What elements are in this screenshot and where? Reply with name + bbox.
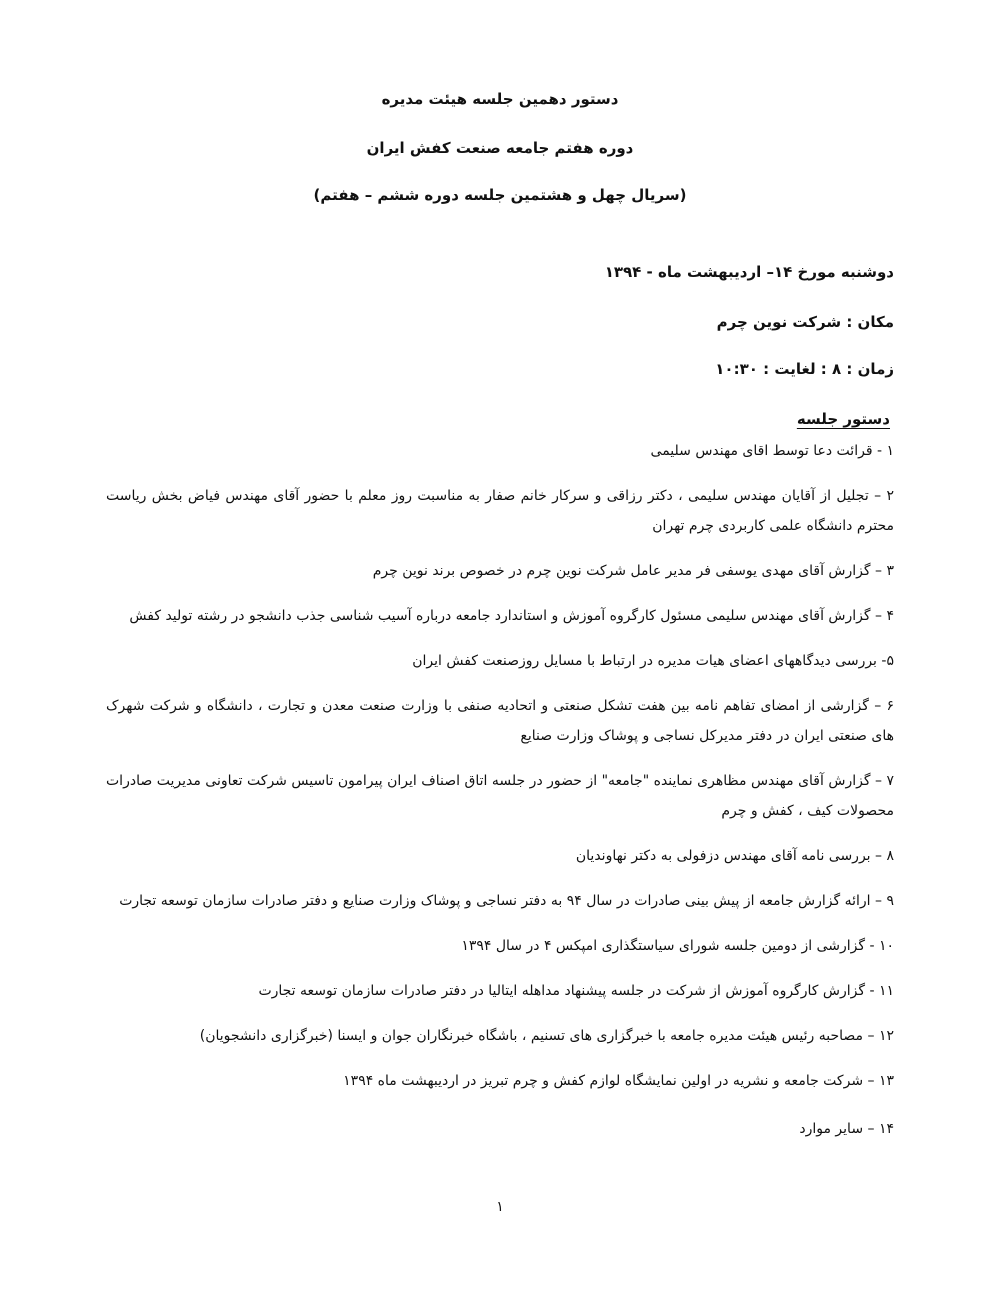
meeting-time: زمان : ۸ : لغایت : ۱۰:۳۰: [715, 360, 894, 378]
agenda-item: ۸ – بررسی نامه آقای مهندس دزفولی به دکتر نهاوندیان: [575, 848, 894, 864]
document-subtitle: دوره هفتم جامعه صنعت کفش ایران: [366, 139, 634, 157]
agenda-item: ۱۲ – مصاحبه رئیس هیئت مدیره جامعه با خبرگزاری های تسنیم ، باشگاه خبرنگاران جوان و ایسنا (خبرگزاری دانشجویان): [199, 1028, 894, 1044]
page-number: ۱: [496, 1199, 504, 1215]
agenda-item: ۶ – گزارشی از امضای تفاهم نامه بین هفت تشکل صنعتی و اتحادیه صنفی با وزارت صنعت معدن و تجارت ، دانشگاه و شرکت شهرک های صنعتی ایران در دفتر مدیرکل نساجی و پوشاک وزارت صنایع: [106, 698, 894, 744]
agenda-item: ۱۰ - گزارشی از دومین جلسه شورای سیاستگذاری امپکس ۴ در سال ۱۳۹۴: [461, 938, 894, 954]
agenda-item: ۱۱ - گزارش کارگروه آموزش از شرکت در جلسه پیشنهاد مداهله ایتالیا در دفتر صادرات سازمان توسعه تجارت: [258, 983, 894, 999]
agenda-item: ۲ – تجلیل از آقایان مهندس سلیمی ، دکتر رزاقی و سرکار خانم صفار به مناسبت روز معلم با حضور آقای مهندس فیاض بخش ریاست محترم دانشگاه علمی کاربردی چرم تهران: [106, 488, 894, 534]
document-title: دستور دهمین جلسه هیئت مدیره: [381, 90, 619, 108]
agenda-item: ۷ – گزارش آقای مهندس مظاهری نماینده "جامعه" از حضور در جلسه اتاق اصناف ایران پیرامون تاسیس شرکت تعاونی مدیریت صادرات محصولات کیف ، کفش و چرم: [106, 773, 894, 819]
agenda-item: ۱۳ – شرکت جامعه و نشریه در اولین نمایشگاه لوازم کفش و چرم تبریز در اردیبهشت ماه ۱۳۹۴: [343, 1073, 894, 1089]
agenda-item: ۱۴ – سایر موارد: [799, 1121, 894, 1137]
meeting-date: دوشنبه مورخ ۱۴– اردیبهشت ماه - ۱۳۹۴: [604, 263, 894, 281]
agenda-item: ۳ – گزارش آقای مهدی یوسفی فر مدیر عامل شرکت نوین چرم در خصوص برند نوین چرم: [372, 563, 894, 579]
agenda-item: ۹ – ارائه گزارش جامعه از پیش بینی صادرات در سال ۹۴ به دفتر نساجی و پوشاک وزارت صنایع و دفتر صادرات سازمان توسعه تجارت: [119, 893, 894, 909]
agenda-title: دستور جلسه: [796, 410, 890, 428]
document-serial-note: (سریال چهل و هشتمین جلسه دوره ششم – هفتم): [313, 186, 687, 204]
agenda-item: ۴ – گزارش آقای مهندس سلیمی مسئول کارگروه آموزش و استاندارد جامعه درباره آسیب شناسی جذب دانشجو در رشته تولید کفش: [129, 608, 894, 624]
meeting-place: مکان : شرکت نوین چرم: [716, 313, 894, 331]
agenda-list: [106, 436, 894, 1159]
agenda-item: ۱ - قرائت دعا توسط اقای مهندس سلیمی: [650, 443, 894, 459]
agenda-item: ۵- بررسی دیدگاههای اعضای هیات مدیره در ارتباط با مسایل روزصنعت کفش ایران: [412, 653, 894, 669]
